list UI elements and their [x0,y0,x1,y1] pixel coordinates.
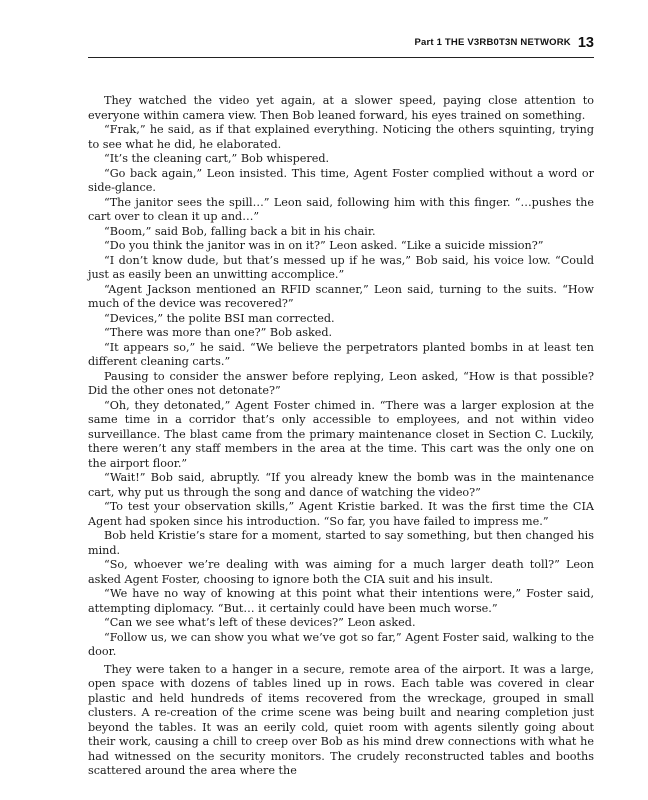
paragraph: “Do you think the janitor was in on it?” Leon asked. “Like a suicide mission?” [104,239,544,252]
paragraph: “I don’t know dude, but that’s messed up if he was,” Bob said, his voice low. “Could just as easily been an unwitting accomplice.” [88,253,594,281]
paragraph: “Can we see what’s left of these devices?” Leon asked. [104,616,416,629]
paragraph: “So, whoever we’re dealing with was aiming for a much larger death toll?” Leon asked Agent Foster, choosing to ignore both the CIA suit and his insult. [88,558,594,586]
part-title: Part 1 THE V3RB0T3N NETWORK [414,37,571,49]
paragraph: “It’s the cleaning cart,” Bob whispered. [104,152,330,165]
paragraph: “Go back again,” Leon insisted. This time, Agent Foster complied without a word or side-glance. [88,166,594,194]
paragraph: “It appears so,” he said. “We believe the perpetrators planted bombs in at least ten different cleaning carts.” [88,340,594,368]
paragraph: They watched the video yet again, at a slower speed, paying close attention to everyone within camera view. Then Bob leaned forward, his eyes trained on something. [88,94,594,122]
paragraph: “To test your observation skills,” Agent Kristie barked. It was the first time the CIA Agent had spoken since his introduction. “So far, you have failed to impress me.” [88,500,594,528]
header-rule [88,57,594,58]
paragraph: “Wait!” Bob said, abruptly. “If you already knew the bomb was in the maintenance cart, why put us through the song and dance of watching the video?” [88,471,594,499]
paragraph: “We have no way of knowing at this point what their intentions were,” Foster said, attempting diplomacy. “But… it certainly could have been much worse.” [88,587,594,615]
paragraph: “Boom,” said Bob, falling back a bit in his chair. [104,224,376,238]
paragraph: “Follow us, we can show you what we’ve got so far,” Agent Foster said, walking to the door. [88,630,594,658]
paragraph: Pausing to consider the answer before replying, Leon asked, “How is that possible? Did the other ones not detonate?” [88,369,594,397]
paragraph: Bob held Kristie’s stare for a moment, started to say something, but then changed his mind. [88,529,594,557]
paragraph: “Oh, they detonated,” Agent Foster chimed in. “There was a larger explosion at the same time in a corridor that’s only accessible to employees, and not within video surveillance. The blast came from the primary maintenance closet in Section C. Luckily, there weren’t any staff members in the area at the time. This cart was the only one on the airport floor.” [88,398,594,470]
paragraph: “The janitor sees the spill…” Leon said, following him with this finger. “…pushes the cart over to clean it up and…” [88,195,594,223]
paragraph: “Frak,” he said, as if that explained everything. Noticing the others squinting, trying to see what he did, he elaborated. [88,123,594,151]
paragraph: They were taken to a hanger in a secure, remote area of the airport. It was a large, open space with dozens of tables lined up in rows. Each table was covered in clear plastic and held hundreds of items recovered from the wreckage, grouped in small clusters. A re-creation of the crime scene was being built and nearing completion just beyond the tables. It was an eerily cold, quiet room with agents silently going about their work, causing a chill to creep over Bob as his mind drew connections with what he had witnessed on the security monitors. The crudely reconstructed tables and booths scattered around the area where the [88,662,594,777]
page-number: 13 [577,34,594,51]
running-header [0,34,594,54]
paragraph: “There was more than one?” Bob asked. [104,326,333,339]
body-text [88,94,594,779]
paragraph: “Devices,” the polite BSI man corrected. [104,311,335,325]
paragraph: “Agent Jackson mentioned an RFID scanner,” Leon said, turning to the suits. “How much of the device was recovered?” [88,282,594,310]
